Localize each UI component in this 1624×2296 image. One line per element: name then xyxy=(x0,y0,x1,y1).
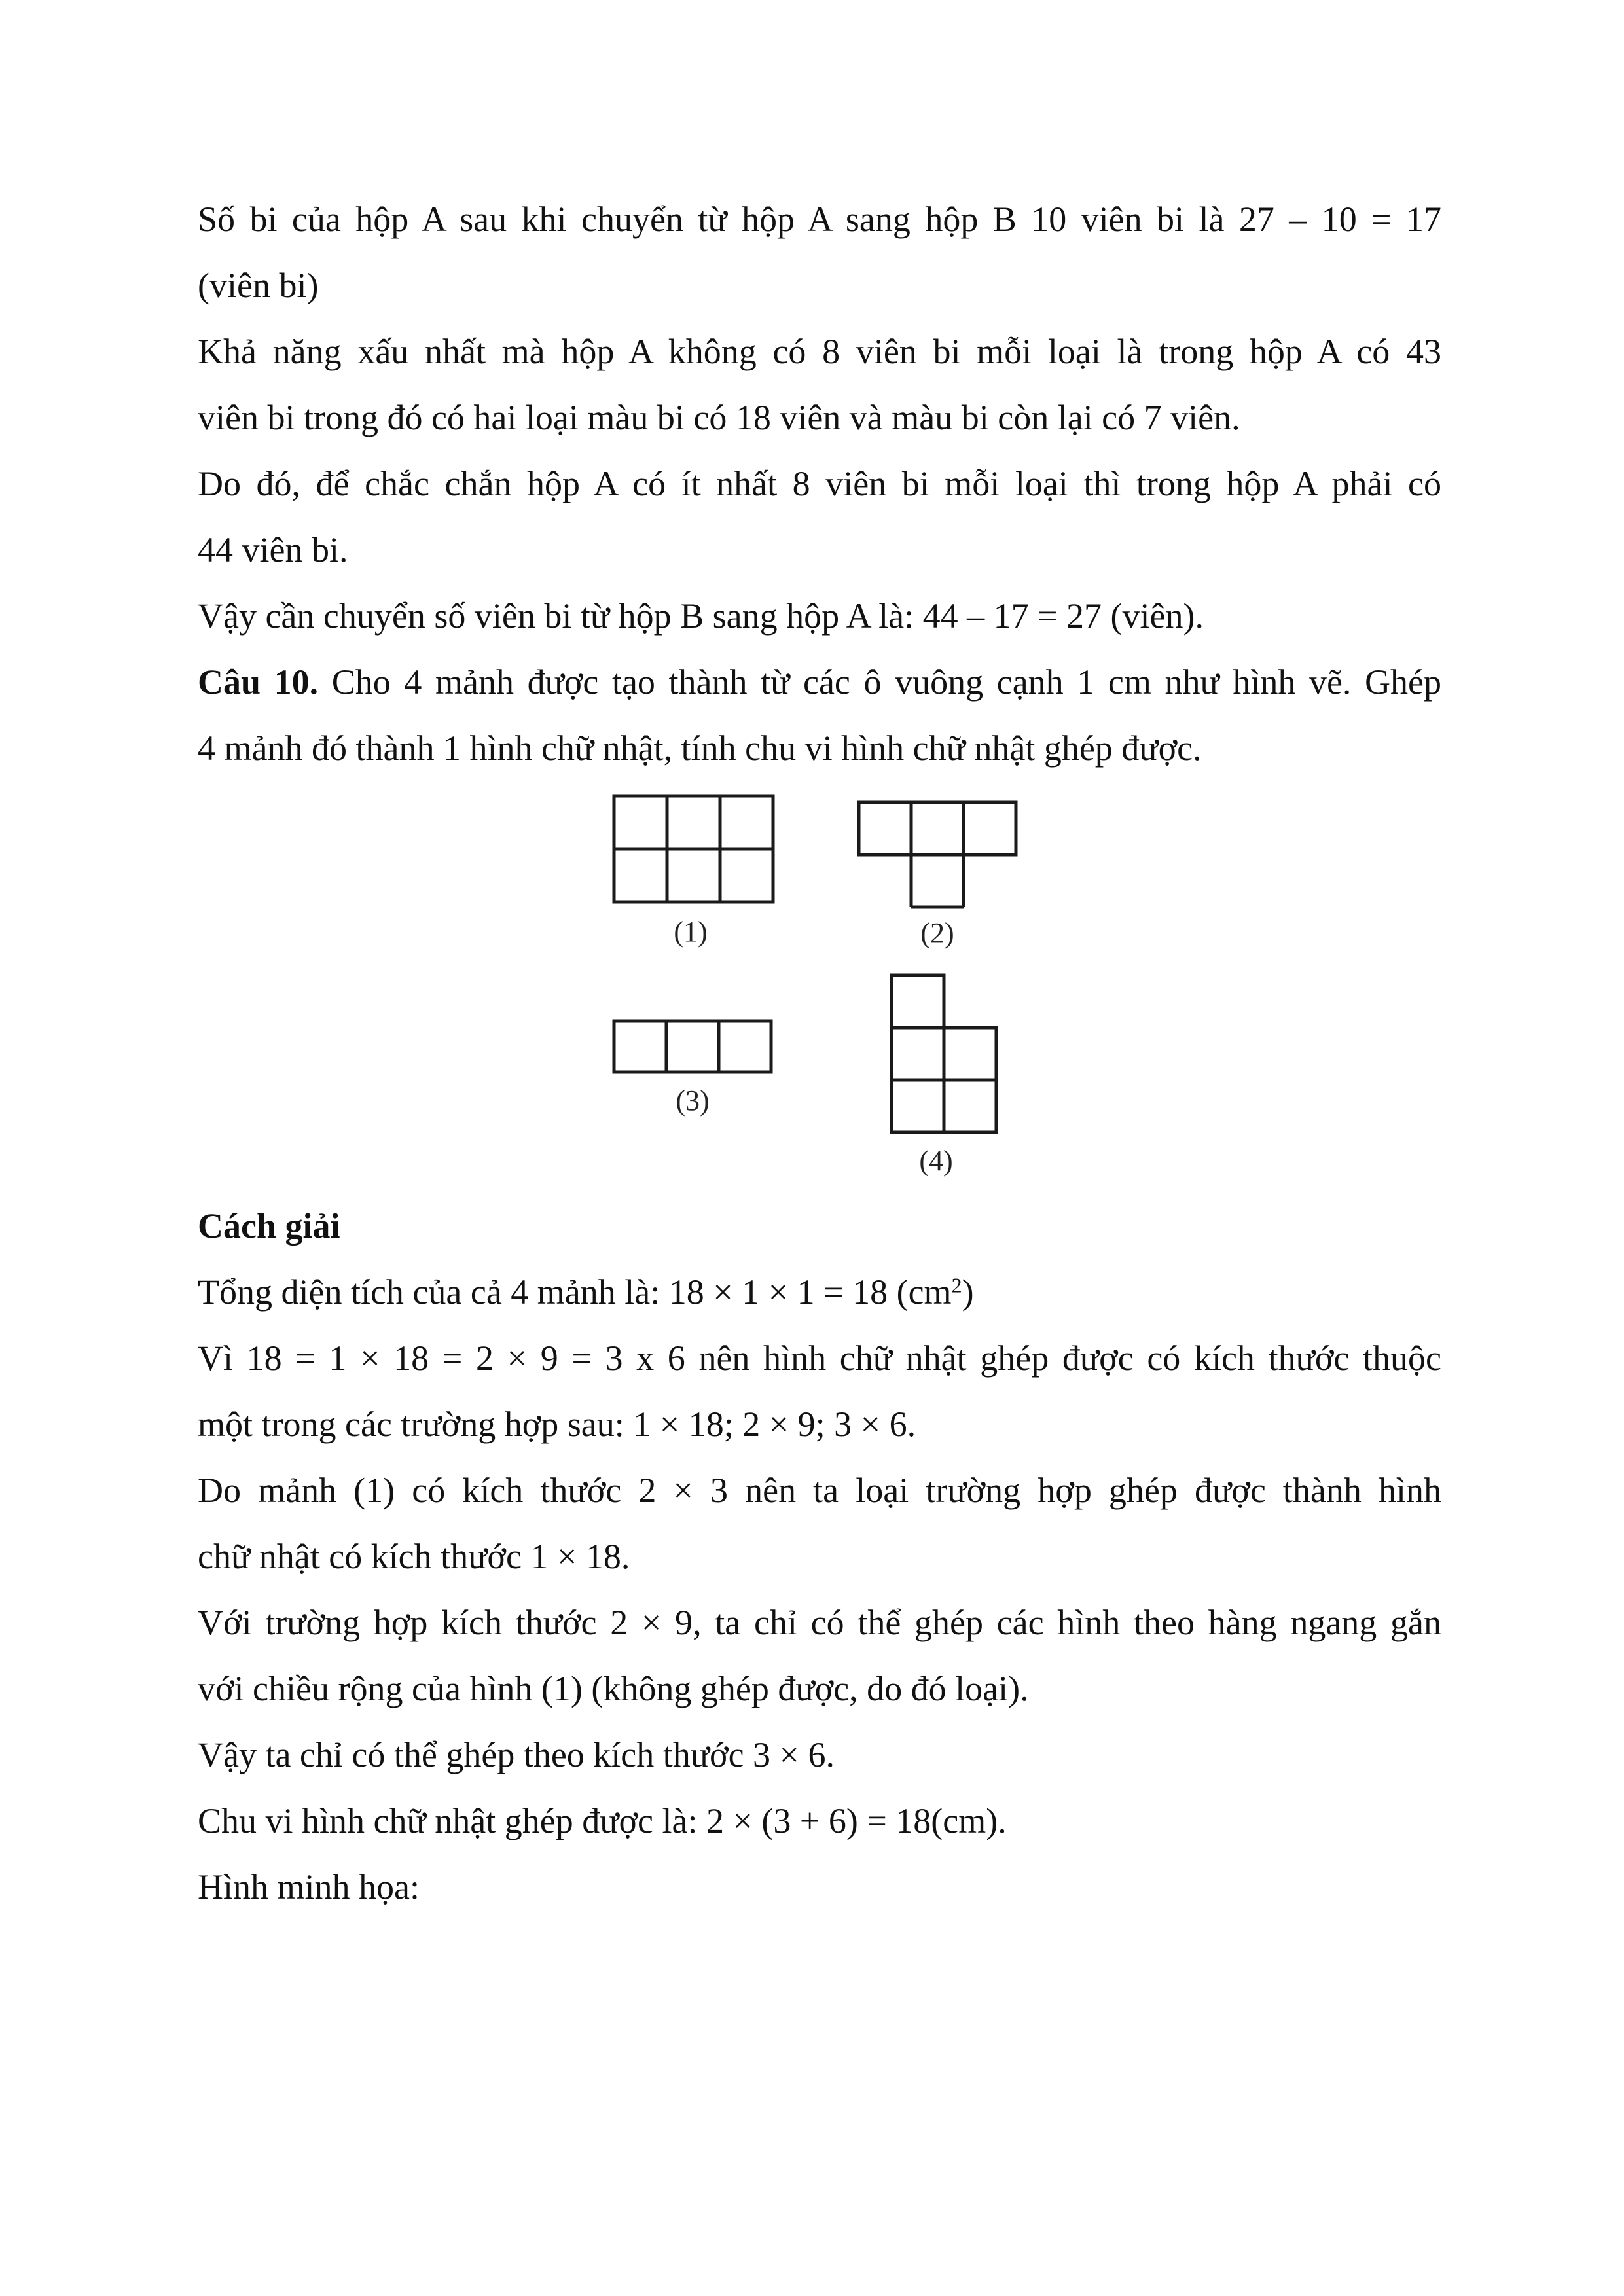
area-line xyxy=(198,1271,1441,1313)
question-line2: 4 mảnh đó thành 1 hình chữ nhật, tính chu vi hình chữ nhật ghép được. xyxy=(198,728,1202,768)
dims-line2: một trong các trường hợp sau: 1 × 18; 2 × 9; 3 × 6. xyxy=(198,1405,916,1444)
caption-4: (4) xyxy=(919,1145,953,1177)
conclusion: Vậy ta chỉ có thể ghép theo kích thước 3 × 6. xyxy=(198,1735,835,1774)
piece-1-shape xyxy=(614,796,773,902)
caption-3: (3) xyxy=(676,1085,710,1117)
area-superscript: 2 xyxy=(951,1273,962,1297)
para3-line1: Do đó, để chắc chắn hộp A có ít nhất 8 viên bi mỗi loại thì trong hộp A phải có xyxy=(198,464,1441,503)
para1-line1: Số bi của hộp A sau khi chuyển từ hộp A sang hộp B 10 viên bi là 27 – 10 = 17 xyxy=(198,200,1441,239)
dims-line1: Vì 18 = 1 × 18 = 2 × 9 = 3 x 6 nên hình chữ nhật ghép được có kích thước thuộc xyxy=(198,1338,1441,1378)
area-text: Tổng diện tích của cả 4 mảnh là: 18 × 1 × 1 = 18 (cm xyxy=(198,1272,952,1312)
solution-heading-text: Cách giải xyxy=(198,1206,340,1246)
piece-3-shape xyxy=(614,1021,771,1072)
para3-line2: 44 viên bi. xyxy=(198,530,348,569)
para1-line2: (viên bi) xyxy=(198,266,319,305)
piece-2-shape xyxy=(859,802,1016,907)
case1-line2: chữ nhật có kích thước 1 × 18. xyxy=(198,1537,630,1576)
caption-1: (1) xyxy=(674,916,708,948)
solution-heading xyxy=(198,1205,1441,1247)
caption-2: (2) xyxy=(920,917,954,949)
para2-line2: viên bi trong đó có hai loại màu bi có 18 viên và màu bi còn lại có 7 viên. xyxy=(198,398,1240,437)
illustration-label: Hình minh họa: xyxy=(198,1867,420,1907)
para4: Vậy cần chuyển số viên bi từ hộp B sang hộp A là: 44 – 17 = 27 (viên). xyxy=(198,596,1204,636)
question-line1 xyxy=(198,661,1441,703)
case2-line2: với chiều rộng của hình (1) (không ghép được, do đó loại). xyxy=(198,1669,1029,1708)
case2-line1: Với trường hợp kích thước 2 × 9, ta chỉ có thể ghép các hình theo hàng ngang gắn xyxy=(198,1603,1441,1642)
para2-line1: Khả năng xấu nhất mà hộp A không có 8 viên bi mỗi loại là trong hộp A có 43 xyxy=(198,332,1441,371)
question-label: Câu 10. xyxy=(198,662,319,702)
piece-4-shape xyxy=(892,975,996,1132)
area-close: ) xyxy=(962,1272,974,1312)
pieces-figure xyxy=(589,785,1047,1191)
perimeter: Chu vi hình chữ nhật ghép được là: 2 × (3 + 6) = 18(cm). xyxy=(198,1801,1007,1840)
question-text: Cho 4 mảnh được tạo thành từ các ô vuông cạnh 1 cm như hình vẽ. Ghép xyxy=(318,662,1441,702)
case1-line1: Do mảnh (1) có kích thước 2 × 3 nên ta loại trường hợp ghép được thành hình xyxy=(198,1471,1441,1510)
